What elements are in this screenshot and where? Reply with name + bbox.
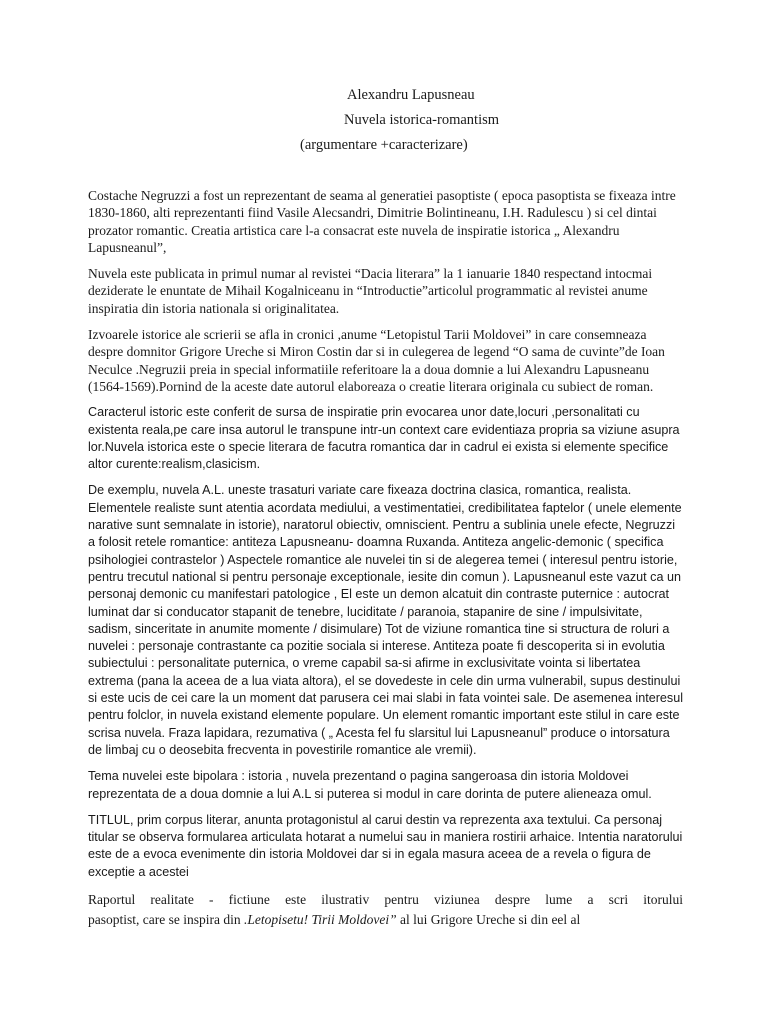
document-body: [88, 187, 683, 930]
document-subtitle-note: (argumentare +caracterizare): [300, 137, 468, 153]
paragraph-publication: Nuvela este publicata in primul numar al revistei “Dacia literara” la 1 ianuarie 1840 respectand intocmai deziderate le enuntate de Mihail Kogalniceanu in “Introductie”articolul programmatic al revistei anume inspiratia din istoria nationala si originalitatea.: [88, 266, 653, 316]
line-2-italic-source: .Letopisetu! Tirii Moldovei”: [243, 911, 397, 927]
paragraph-historical-character: Caracterul istoric este conferit de sursa de inspiratie prin evocarea unor date,locuri ,personalitati cu existenta reala,pe care insa autorul le transpune intr-un context care evidentiaza propria sa viziune asupra lor.Nuvela istorica este o specie literara de facutra romantica dar in cadrul ei exista si elemente specifice altor curente:realism,clasicism.: [88, 405, 680, 472]
paragraph-line-1: Raportul realitate - fictiune este ilustrativ pentru viziunea despre lume a scri itorului: [88, 891, 683, 907]
paragraph-line-2: [88, 910, 683, 930]
document-title: Alexandru Lapusneau: [347, 87, 475, 103]
paragraph-theme: Tema nuvelei este bipolara : istoria , nuvela prezentand o pagina sangeroasa din istoria Moldovei reprezentata de a doua domnie a lui A.L si puterea si modul in care dorinta de putere alieneaza omul.: [88, 769, 652, 801]
line-2-start: pasoptist, care se inspira din: [88, 911, 244, 927]
paragraph-intro: Costache Negruzzi a fost un reprezentant de seama al generatiei pasoptiste ( epoca pasoptista se fixeaza intre 1830-1860, alti reprezentanti fiind Vasile Alecsandri, Dimitrie Bolintineanu, I.H. Radulescu ) si cel dintai prozator romantic. Creatia artistica care l-a consacrat este nuvela de inspiratie istorica „ Alexandru Lapusneanul”,: [88, 188, 676, 255]
paragraph-title: TITLUL, prim corpus literar, anunta protagonistul al carui destin va reprezenta axa textului. Ca personaj titular se observa formularea articulata hotarat a numelui sau in maniera rostirii arhaice. Intentia naratorului este de a evoca evenimente din istoria Moldovei dar si in egala masura aceea de a revela o figura de exceptie a acestei: [88, 812, 683, 879]
paragraph-reality-fiction: [88, 890, 683, 930]
document-subtitle: Nuvela istorica-romantism: [344, 112, 500, 128]
paragraph-sources: Izvoarele istorice ale scrierii se afla in cronici ,anume “Letopistul Tarii Moldovei” in care consemneaza despre domnitor Grigore Ureche si Miron Costin dar si in culegerea de legend “O sama de cuvinte”de Ioan Neculce .Negruzii preia in special informatiile referitoare la a doua domnie a lui Alexandru Lapusneanu (1564-1569).Pornind de la aceste date autorul elaboreaza o creatie literara originala cu subiect de roman.: [88, 327, 665, 394]
paragraph-example: De exemplu, nuvela A.L. uneste trasaturi variate care fixeaza doctrina clasica, romantica, realista. Elementele realiste sunt atentia acordata mediului, a vestimentatiei, credibilitatea faptelor ( unele elemente narative sunt semnalate in istorie), naratorul obiectiv, omniscient. Pentru a sublinia unele efecte, Negruzzi a folosit retele romantice: antiteza Lapusneanu- doamna Ruxanda. Antiteza angelic-demonic ( specifica psihologiei contrastelor ) Aspectele romantice ale nuvelei tin si de alegerea temei ( interesul pentru istorie, pentru trecutul national si pentru personaje exceptionale, iesite din comun ). Lapusneanul este vazut ca un personaj demonic cu manifestari patologice , El este un demon alcatuit din contraste puternice : autocrat luminat dar si conducator stapanit de tenebre, luciditate / paranoia, stapanire de sine / impulsivitate, sadism, sinceritate in anumite momente / disimulare) Tot de viziune romantica tine si structura de roluri a nuvelei : personaje contrastante ca pozitie sociala si interese. Antiteza poate fi descoperita si in evolutia subiectului : personalitate puternica, o vreme capabil sa-si afirme in exclusivitate vointa si libertatea extrema (pana la aceea de a lua viata altora), el se dovedeste in cele din urma vulnerabil, supus destinului si este ucis de cei care la un moment dat parusera cei mai slabi in fata vointei sale. De asemenea interesul pentru folclor, in nuvela existand elemente populare. Un element romantic important este stilul in care este scrisa nuvela. Fraza lapidara, rezumativa ( „ Acesta fel fu slarsitul lui Lapusneanul” produce o intorsatura de limbaj cu o deosebita frecventa in povestirile romantice ale vremii).: [88, 483, 684, 757]
line-2-end: al lui Grigore Ureche si din eel al: [396, 911, 581, 927]
